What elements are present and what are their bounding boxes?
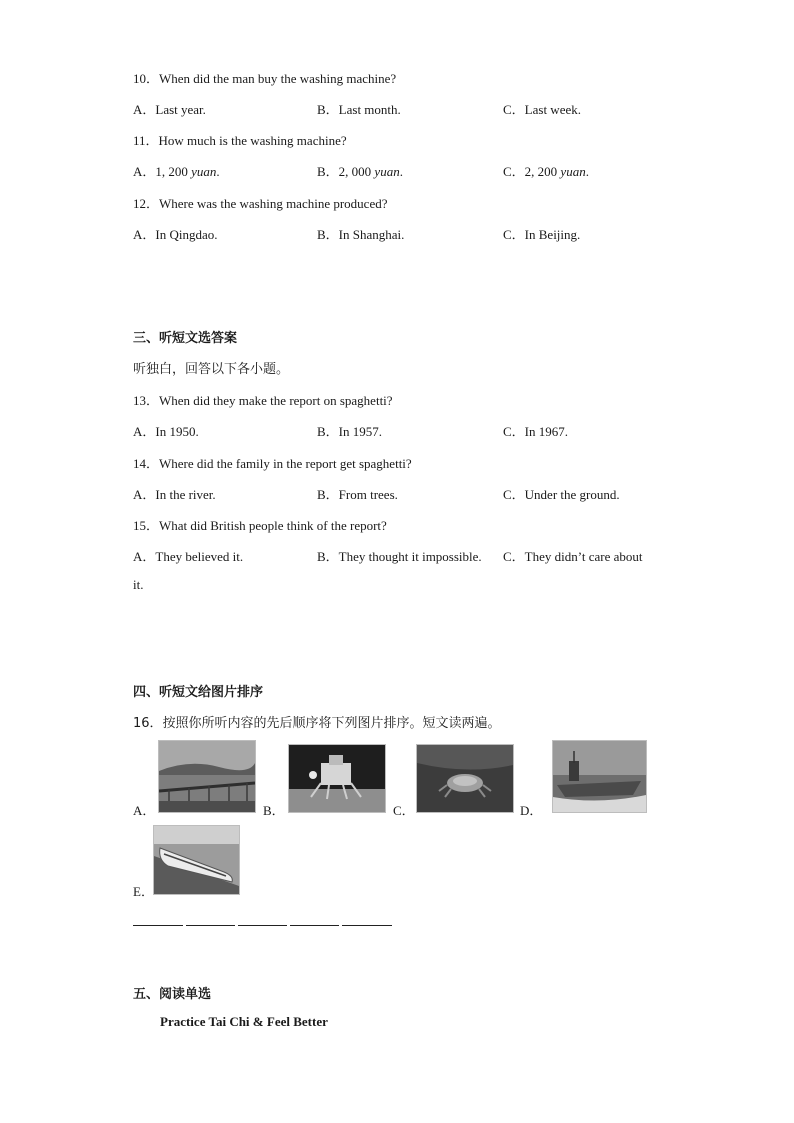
picture-c-turtle (416, 744, 514, 813)
q12-option-c: C．In Beijing. (503, 227, 581, 242)
question-15-stem: 15．What did British people think of the report? (133, 518, 387, 533)
picture-e-train (153, 825, 240, 895)
picture-a-label: A． (133, 803, 156, 818)
question-10-stem: 10．When did the man buy the washing machine? (133, 71, 397, 86)
q11-option-c: C．2, 200 yuan. (503, 164, 589, 179)
q15-option-b: B．They thought it impossible. (317, 549, 482, 564)
answer-blank-2[interactable] (186, 925, 235, 926)
q14-option-b: B．From trees. (317, 487, 398, 502)
question-11-stem: 11．How much is the washing machine? (133, 133, 347, 148)
picture-b-lander (288, 744, 386, 813)
picture-c-label: C． (393, 803, 415, 818)
section-5-heading: 五、阅读单选 (133, 987, 212, 1002)
answer-blank-4[interactable] (290, 925, 339, 926)
q13-option-a: A．In 1950. (133, 424, 199, 439)
picture-e-label: E． (133, 884, 154, 899)
q15-option-a: A．They believed it. (133, 549, 244, 564)
picture-d-label: D． (520, 803, 543, 818)
section-3-heading: 三、听短文选答案 (133, 331, 238, 346)
q13-option-c: C．In 1967. (503, 424, 569, 439)
section-4-instruction: 16．按照你所听内容的先后顺序将下列图片排序。短文读两遍。 (133, 716, 501, 731)
picture-b-label: B． (263, 803, 285, 818)
picture-a-bridge (158, 740, 256, 813)
q12-option-a: A．In Qingdao. (133, 227, 218, 242)
picture-d-ship (552, 740, 647, 813)
q13-option-b: B．In 1957. (317, 424, 383, 439)
q14-option-a: A．In the river. (133, 487, 216, 502)
question-12-stem: 12．Where was the washing machine produced? (133, 196, 388, 211)
section-4-heading: 四、听短文给图片排序 (133, 685, 264, 700)
answer-blank-1[interactable] (133, 925, 183, 926)
q14-option-c: C．Under the ground. (503, 487, 620, 502)
question-14-stem: 14．Where did the family in the report get spaghetti? (133, 456, 412, 471)
q15-option-c-continuation: it. (133, 577, 144, 592)
q11-option-a: A．1, 200 yuan. (133, 164, 220, 179)
q10-option-b: B．Last month. (317, 102, 401, 117)
passage-title: Practice Tai Chi & Feel Better (160, 1014, 328, 1029)
section-3-instruction: 听独白，回答以下各小题。 (133, 362, 290, 377)
answer-blank-5[interactable] (342, 925, 392, 926)
answer-blank-3[interactable] (238, 925, 287, 926)
q12-option-b: B．In Shanghai. (317, 227, 405, 242)
q10-option-c: C．Last week. (503, 102, 581, 117)
q10-option-a: A．Last year. (133, 102, 206, 117)
q11-option-b: B．2, 000 yuan. (317, 164, 403, 179)
question-13-stem: 13．When did they make the report on spaghetti? (133, 393, 393, 408)
q15-option-c: C．They didn’t care about (503, 549, 643, 564)
